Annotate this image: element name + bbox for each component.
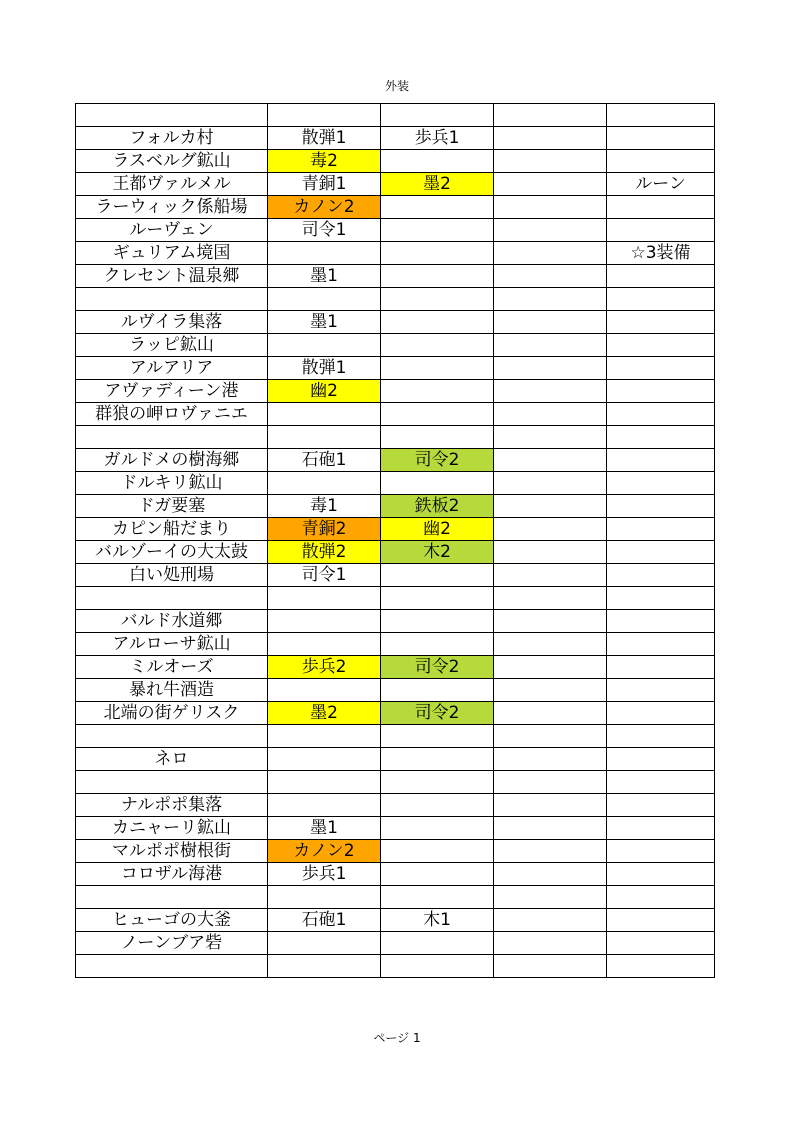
- item-cell[interactable]: [494, 357, 607, 380]
- item-cell[interactable]: [494, 196, 607, 219]
- item-cell[interactable]: [381, 196, 494, 219]
- item-cell[interactable]: [494, 403, 607, 426]
- item-cell[interactable]: [268, 104, 381, 127]
- table-row: [76, 932, 715, 955]
- item-cell[interactable]: [494, 679, 607, 702]
- item-cell[interactable]: [494, 518, 607, 541]
- item-cell[interactable]: [494, 863, 607, 886]
- location-cell[interactable]: カピン船だまり: [76, 518, 268, 541]
- table-row: [76, 863, 715, 886]
- item-cell[interactable]: [607, 219, 715, 242]
- item-cell[interactable]: [268, 932, 381, 955]
- item-cell[interactable]: [494, 311, 607, 334]
- item-cell[interactable]: [494, 840, 607, 863]
- location-cell[interactable]: [76, 426, 268, 449]
- table-row: [76, 955, 715, 978]
- table-row: [76, 633, 715, 656]
- item-cell[interactable]: [381, 633, 494, 656]
- location-cell[interactable]: アルローサ鉱山: [76, 633, 268, 656]
- location-cell[interactable]: [76, 955, 268, 978]
- item-cell[interactable]: [607, 587, 715, 610]
- item-cell[interactable]: [494, 932, 607, 955]
- item-cell[interactable]: [607, 196, 715, 219]
- item-cell[interactable]: [381, 265, 494, 288]
- location-cell[interactable]: 白い処刑場: [76, 564, 268, 587]
- item-cell[interactable]: 毒2: [268, 150, 381, 173]
- item-cell[interactable]: [268, 587, 381, 610]
- location-cell[interactable]: ネロ: [76, 748, 268, 771]
- table-row: [76, 311, 715, 334]
- item-cell[interactable]: 木2: [381, 541, 494, 564]
- item-cell[interactable]: 散弾1: [268, 127, 381, 150]
- location-cell[interactable]: [76, 104, 268, 127]
- item-cell[interactable]: [607, 334, 715, 357]
- location-cell[interactable]: アルアリア: [76, 357, 268, 380]
- table-row: [76, 426, 715, 449]
- item-cell[interactable]: [268, 794, 381, 817]
- item-cell[interactable]: [607, 794, 715, 817]
- item-cell[interactable]: [381, 610, 494, 633]
- item-cell[interactable]: 歩兵2: [268, 656, 381, 679]
- item-cell[interactable]: 幽2: [268, 380, 381, 403]
- item-cell[interactable]: [381, 932, 494, 955]
- item-cell[interactable]: [494, 909, 607, 932]
- item-cell[interactable]: 幽2: [381, 518, 494, 541]
- item-cell[interactable]: [381, 771, 494, 794]
- table-row: [76, 518, 715, 541]
- table-row: [76, 748, 715, 771]
- spreadsheet-table: [75, 103, 715, 978]
- item-cell[interactable]: [494, 426, 607, 449]
- table-row: [76, 656, 715, 679]
- item-cell[interactable]: [268, 242, 381, 265]
- table-row: [76, 380, 715, 403]
- location-cell[interactable]: ノーンブア砦: [76, 932, 268, 955]
- item-cell[interactable]: [494, 242, 607, 265]
- item-cell[interactable]: [607, 357, 715, 380]
- item-cell[interactable]: 石砲1: [268, 909, 381, 932]
- table-row: [76, 909, 715, 932]
- item-cell[interactable]: [607, 426, 715, 449]
- table-row: [76, 150, 715, 173]
- item-cell[interactable]: [607, 771, 715, 794]
- location-cell[interactable]: 群狼の岬ロヴァニエ: [76, 403, 268, 426]
- item-cell[interactable]: [268, 679, 381, 702]
- item-cell[interactable]: 墨1: [268, 265, 381, 288]
- table-row: [76, 886, 715, 909]
- location-cell[interactable]: アヴァディーン港: [76, 380, 268, 403]
- item-cell[interactable]: 墨2: [381, 173, 494, 196]
- item-cell[interactable]: ☆3装備: [607, 242, 715, 265]
- item-cell[interactable]: [494, 633, 607, 656]
- item-cell[interactable]: 司令1: [268, 219, 381, 242]
- item-cell[interactable]: [607, 909, 715, 932]
- item-cell[interactable]: [607, 633, 715, 656]
- item-cell[interactable]: [494, 472, 607, 495]
- table-row: [76, 127, 715, 150]
- item-cell[interactable]: [607, 679, 715, 702]
- table-row: [76, 242, 715, 265]
- location-cell[interactable]: [76, 587, 268, 610]
- table-row: [76, 219, 715, 242]
- table-row: [76, 564, 715, 587]
- item-cell[interactable]: [494, 587, 607, 610]
- item-cell[interactable]: [494, 127, 607, 150]
- location-cell[interactable]: ラーウィック係船場: [76, 196, 268, 219]
- table-row: [76, 472, 715, 495]
- table-row: [76, 495, 715, 518]
- table-row: [76, 196, 715, 219]
- item-cell[interactable]: [494, 886, 607, 909]
- item-cell[interactable]: [381, 725, 494, 748]
- item-cell[interactable]: [607, 403, 715, 426]
- item-cell[interactable]: [381, 817, 494, 840]
- table-row: [76, 104, 715, 127]
- item-cell[interactable]: [381, 794, 494, 817]
- location-cell[interactable]: ドガ要塞: [76, 495, 268, 518]
- item-cell[interactable]: 散弾2: [268, 541, 381, 564]
- item-cell[interactable]: [494, 656, 607, 679]
- table-row: [76, 610, 715, 633]
- table-row: [76, 541, 715, 564]
- item-cell[interactable]: [381, 748, 494, 771]
- item-cell[interactable]: 墨2: [268, 702, 381, 725]
- item-cell[interactable]: [494, 771, 607, 794]
- table-row: [76, 725, 715, 748]
- item-cell[interactable]: 司令2: [381, 702, 494, 725]
- table-row: [76, 817, 715, 840]
- item-cell[interactable]: 歩兵1: [268, 863, 381, 886]
- item-cell[interactable]: [381, 242, 494, 265]
- item-cell[interactable]: [607, 564, 715, 587]
- item-cell[interactable]: [607, 288, 715, 311]
- item-cell[interactable]: [268, 403, 381, 426]
- sheet-title: 外装: [384, 79, 409, 93]
- item-cell[interactable]: [607, 932, 715, 955]
- table-row: [76, 288, 715, 311]
- item-cell[interactable]: [268, 725, 381, 748]
- item-cell[interactable]: [607, 311, 715, 334]
- item-cell[interactable]: [268, 426, 381, 449]
- page-footer: ページ 1: [373, 1031, 421, 1045]
- item-cell[interactable]: 石砲1: [268, 449, 381, 472]
- table-row: [76, 702, 715, 725]
- item-cell[interactable]: [494, 702, 607, 725]
- item-cell[interactable]: [607, 265, 715, 288]
- item-cell[interactable]: [607, 449, 715, 472]
- item-cell[interactable]: 墨1: [268, 311, 381, 334]
- item-cell[interactable]: カノン2: [268, 196, 381, 219]
- item-cell[interactable]: 司令2: [381, 449, 494, 472]
- table-row: [76, 840, 715, 863]
- item-cell[interactable]: [381, 426, 494, 449]
- item-cell[interactable]: [268, 610, 381, 633]
- item-cell[interactable]: [607, 127, 715, 150]
- item-cell[interactable]: [494, 334, 607, 357]
- item-cell[interactable]: [607, 380, 715, 403]
- location-cell[interactable]: ギュリアム境国: [76, 242, 268, 265]
- item-cell[interactable]: [381, 472, 494, 495]
- item-cell[interactable]: [607, 817, 715, 840]
- item-cell[interactable]: [381, 587, 494, 610]
- location-cell[interactable]: ガルドメの樹海郷: [76, 449, 268, 472]
- item-cell[interactable]: 司令2: [381, 656, 494, 679]
- item-cell[interactable]: [607, 863, 715, 886]
- table-row: [76, 587, 715, 610]
- location-cell[interactable]: ルヴイラ集落: [76, 311, 268, 334]
- item-cell[interactable]: [381, 564, 494, 587]
- table-row: [76, 173, 715, 196]
- item-cell[interactable]: [381, 288, 494, 311]
- location-cell[interactable]: [76, 771, 268, 794]
- item-cell[interactable]: [494, 817, 607, 840]
- location-cell[interactable]: コロザル海港: [76, 863, 268, 886]
- location-cell[interactable]: ルーヴェン: [76, 219, 268, 242]
- item-cell[interactable]: [268, 288, 381, 311]
- item-cell[interactable]: [607, 610, 715, 633]
- item-cell[interactable]: [494, 104, 607, 127]
- item-cell[interactable]: [494, 219, 607, 242]
- item-cell[interactable]: [494, 380, 607, 403]
- item-cell[interactable]: [494, 725, 607, 748]
- item-cell[interactable]: [381, 840, 494, 863]
- item-cell[interactable]: [381, 150, 494, 173]
- item-cell[interactable]: [494, 288, 607, 311]
- item-cell[interactable]: [494, 955, 607, 978]
- item-cell[interactable]: ルーン: [607, 173, 715, 196]
- item-cell[interactable]: [607, 702, 715, 725]
- table-row: [76, 771, 715, 794]
- item-cell[interactable]: [494, 748, 607, 771]
- item-cell[interactable]: [268, 472, 381, 495]
- item-cell[interactable]: 司令1: [268, 564, 381, 587]
- item-cell[interactable]: [607, 495, 715, 518]
- item-cell[interactable]: [607, 656, 715, 679]
- item-cell[interactable]: [268, 334, 381, 357]
- item-cell[interactable]: [494, 449, 607, 472]
- item-cell[interactable]: [381, 955, 494, 978]
- location-cell[interactable]: バルゾーイの大太鼓: [76, 541, 268, 564]
- location-cell[interactable]: カニャーリ鉱山: [76, 817, 268, 840]
- item-cell[interactable]: 毒1: [268, 495, 381, 518]
- item-cell[interactable]: 青銅1: [268, 173, 381, 196]
- item-cell[interactable]: カノン2: [268, 840, 381, 863]
- location-cell[interactable]: 王都ヴァルメル: [76, 173, 268, 196]
- location-cell[interactable]: ドルキリ鉱山: [76, 472, 268, 495]
- location-cell[interactable]: フォルカ村: [76, 127, 268, 150]
- location-cell[interactable]: [76, 288, 268, 311]
- item-cell[interactable]: 鉄板2: [381, 495, 494, 518]
- item-cell[interactable]: [494, 541, 607, 564]
- item-cell[interactable]: [607, 150, 715, 173]
- table-row: [76, 403, 715, 426]
- table-row: [76, 679, 715, 702]
- table-row: [76, 357, 715, 380]
- item-cell[interactable]: [494, 495, 607, 518]
- item-cell[interactable]: [494, 150, 607, 173]
- table-row: [76, 265, 715, 288]
- item-cell[interactable]: [381, 334, 494, 357]
- item-cell[interactable]: [268, 771, 381, 794]
- location-cell[interactable]: ラッピ鉱山: [76, 334, 268, 357]
- item-cell[interactable]: 墨1: [268, 817, 381, 840]
- item-cell[interactable]: [607, 104, 715, 127]
- item-cell[interactable]: [494, 265, 607, 288]
- location-cell[interactable]: ナルポポ集落: [76, 794, 268, 817]
- location-cell[interactable]: ヒューゴの大釜: [76, 909, 268, 932]
- item-cell[interactable]: [381, 311, 494, 334]
- table-row: [76, 334, 715, 357]
- item-cell[interactable]: [268, 955, 381, 978]
- location-cell[interactable]: ミルオーズ: [76, 656, 268, 679]
- item-cell[interactable]: [268, 748, 381, 771]
- item-cell[interactable]: [381, 357, 494, 380]
- item-cell[interactable]: 木1: [381, 909, 494, 932]
- location-cell[interactable]: [76, 886, 268, 909]
- item-cell[interactable]: [607, 518, 715, 541]
- item-cell[interactable]: [607, 748, 715, 771]
- location-cell[interactable]: バルド水道郷: [76, 610, 268, 633]
- location-cell[interactable]: 北端の街ゲリスク: [76, 702, 268, 725]
- table-body: [76, 104, 715, 978]
- item-cell[interactable]: 散弾1: [268, 357, 381, 380]
- item-cell[interactable]: [607, 472, 715, 495]
- item-cell[interactable]: [494, 610, 607, 633]
- item-cell[interactable]: 歩兵1: [381, 127, 494, 150]
- location-cell[interactable]: [76, 725, 268, 748]
- item-cell[interactable]: [268, 633, 381, 656]
- item-cell[interactable]: [381, 863, 494, 886]
- item-cell[interactable]: [381, 104, 494, 127]
- item-cell[interactable]: [381, 380, 494, 403]
- item-cell[interactable]: 青銅2: [268, 518, 381, 541]
- item-cell[interactable]: [381, 679, 494, 702]
- location-cell[interactable]: 暴れ牛酒造: [76, 679, 268, 702]
- item-cell[interactable]: [607, 886, 715, 909]
- item-cell[interactable]: [494, 564, 607, 587]
- item-cell[interactable]: [381, 886, 494, 909]
- item-cell[interactable]: [268, 886, 381, 909]
- item-cell[interactable]: [494, 173, 607, 196]
- item-cell[interactable]: [607, 541, 715, 564]
- item-cell[interactable]: [381, 219, 494, 242]
- item-cell[interactable]: [607, 955, 715, 978]
- table-row: [76, 449, 715, 472]
- table-row: [76, 794, 715, 817]
- item-cell[interactable]: [607, 725, 715, 748]
- location-cell[interactable]: ラスベルグ鉱山: [76, 150, 268, 173]
- item-cell[interactable]: [381, 403, 494, 426]
- item-cell[interactable]: [607, 840, 715, 863]
- location-cell[interactable]: クレセント温泉郷: [76, 265, 268, 288]
- item-cell[interactable]: [494, 794, 607, 817]
- location-cell[interactable]: マルポポ樹根街: [76, 840, 268, 863]
